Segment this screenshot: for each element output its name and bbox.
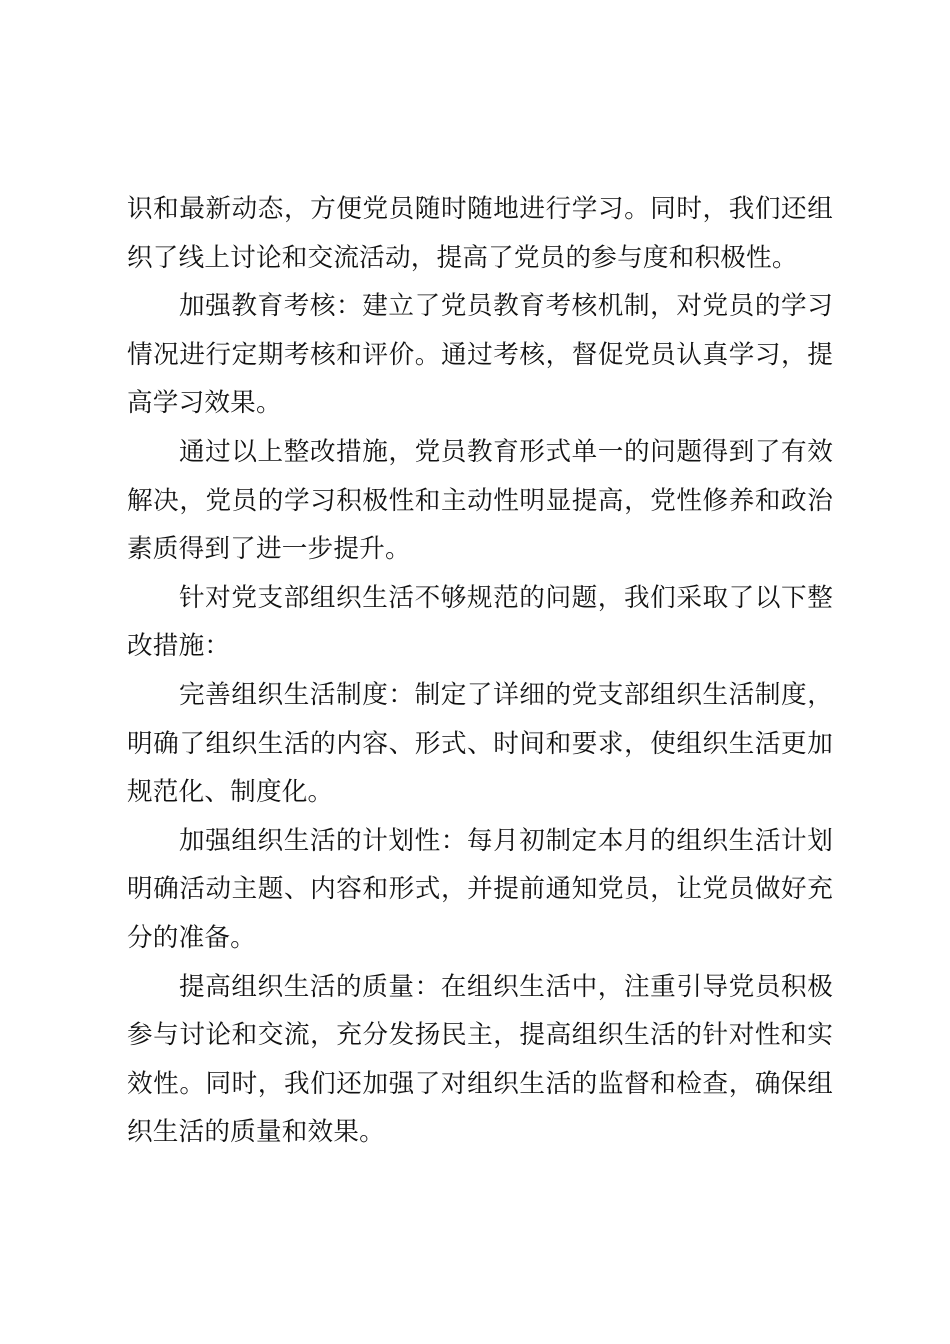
paragraph-line: 加强教育考核：建立了党员教育考核机制，对党员的学习 — [179, 291, 833, 322]
paragraph-line: 参与讨论和交流，充分发扬民主，提高组织生活的针对性和实 — [127, 1020, 833, 1051]
paragraph-line: 通过以上整改措施，党员教育形式单一的问题得到了有效 — [179, 436, 833, 467]
paragraph-line: 素质得到了进一步提升。 — [127, 534, 411, 565]
paragraph-line: 情况进行定期考核和评价。通过考核，督促党员认真学习，提 — [127, 339, 833, 370]
paragraph-line: 识和最新动态，方便党员随时随地进行学习。同时，我们还组 — [127, 194, 833, 224]
paragraph-line: 完善组织生活制度：制定了详细的党支部组织生活制度， — [179, 679, 833, 710]
paragraph-line: 改措施： — [127, 631, 231, 662]
paragraph-line: 解决，党员的学习积极性和主动性明显提高，党性修养和政治 — [127, 485, 833, 516]
document-body — [127, 185, 833, 1157]
paragraph-line: 明确活动主题、内容和形式，并提前通知党员，让党员做好充 — [127, 874, 833, 905]
paragraph-line: 加强组织生活的计划性：每月初制定本月的组织生活计划 — [179, 825, 833, 856]
paragraph-line: 规范化、制度化。 — [127, 777, 334, 808]
paragraph-line: 分的准备。 — [127, 922, 256, 953]
paragraph-line: 明确了组织生活的内容、形式、时间和要求，使组织生活更加 — [127, 728, 833, 759]
paragraph-line: 织了线上讨论和交流活动，提高了党员的参与度和积极性。 — [127, 242, 798, 273]
paragraph-line: 针对党支部组织生活不够规范的问题，我们采取了以下整 — [179, 582, 833, 613]
paragraph-line: 效性。同时，我们还加强了对组织生活的监督和检查，确保组 — [127, 1068, 833, 1099]
paragraph-line: 提高组织生活的质量：在组织生活中，注重引导党员积极 — [179, 971, 833, 1002]
paragraph-line: 织生活的质量和效果。 — [127, 1117, 385, 1148]
paragraph-line: 高学习效果。 — [127, 388, 282, 419]
